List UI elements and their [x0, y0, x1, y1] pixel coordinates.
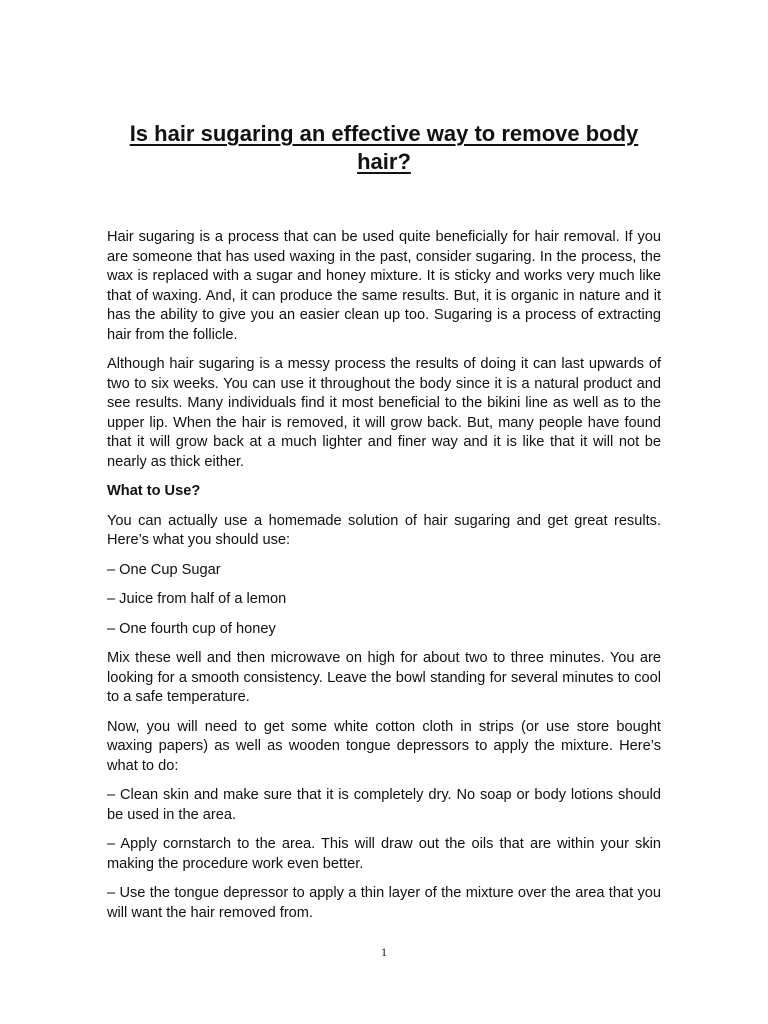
- intro-paragraph: Hair sugaring is a process that can be used quite beneficially for hair removal. If you are someone that has used waxing in the past, consider sugaring. In the process, the wax is replaced with a sugar and honey mixture. It is sticky and works very much like that of waxing. And, it can produce the same results. But, it is organic in nature and it has the ability to give you an easier clean up too. Sugaring is a process of extracting hair from the follicle.: [107, 229, 661, 343]
- ingredient-item: – One Cup Sugar: [107, 561, 221, 578]
- section-heading: What to Use?: [107, 483, 201, 499]
- step-item: – Apply cornstarch to the area. This will draw out the oils that are within your skin making the procedure work even better.: [107, 836, 661, 872]
- ingredient-item: – Juice from half of a lemon: [107, 591, 287, 607]
- document-title: Is hair sugaring an effective way to remove body hair?: [129, 121, 639, 174]
- step-item: – Use the tongue depressor to apply a thin layer of the mixture over the area that you will want the hair removed from.: [107, 885, 661, 921]
- ingredient-item: – One fourth cup of honey: [107, 620, 276, 637]
- mix-paragraph: Mix these well and then microwave on high for about two to three minutes. You are looking for a smooth consistency. Leave the bowl standing for several minutes to cool to a safe temperature.: [107, 650, 661, 705]
- page-number: 1: [381, 945, 387, 959]
- step-item: – Clean skin and make sure that it is completely dry. No soap or body lotions should be used in the area.: [107, 787, 661, 823]
- section-intro-paragraph: You can actually use a homemade solution of hair sugaring and get great results. Here’s what you should use:: [107, 512, 661, 548]
- document-body: [107, 228, 661, 933]
- cloth-paragraph: Now, you will need to get some white cotton cloth in strips (or use store bought waxing papers) as well as wooden tongue depressors to apply the mixture. Here’s what to do:: [107, 718, 661, 774]
- results-paragraph: Although hair sugaring is a messy process the results of doing it can last upwards of two to six weeks. You can use it throughout the body since it is a natural product and see results. Many individuals find it most beneficial to the bikini line as well as to the upper lip. When the hair is removed, it will grow back. But, many people have found that it will grow back at a much lighter and finer way and it is like that it will not be nearly as thick either.: [107, 356, 661, 470]
